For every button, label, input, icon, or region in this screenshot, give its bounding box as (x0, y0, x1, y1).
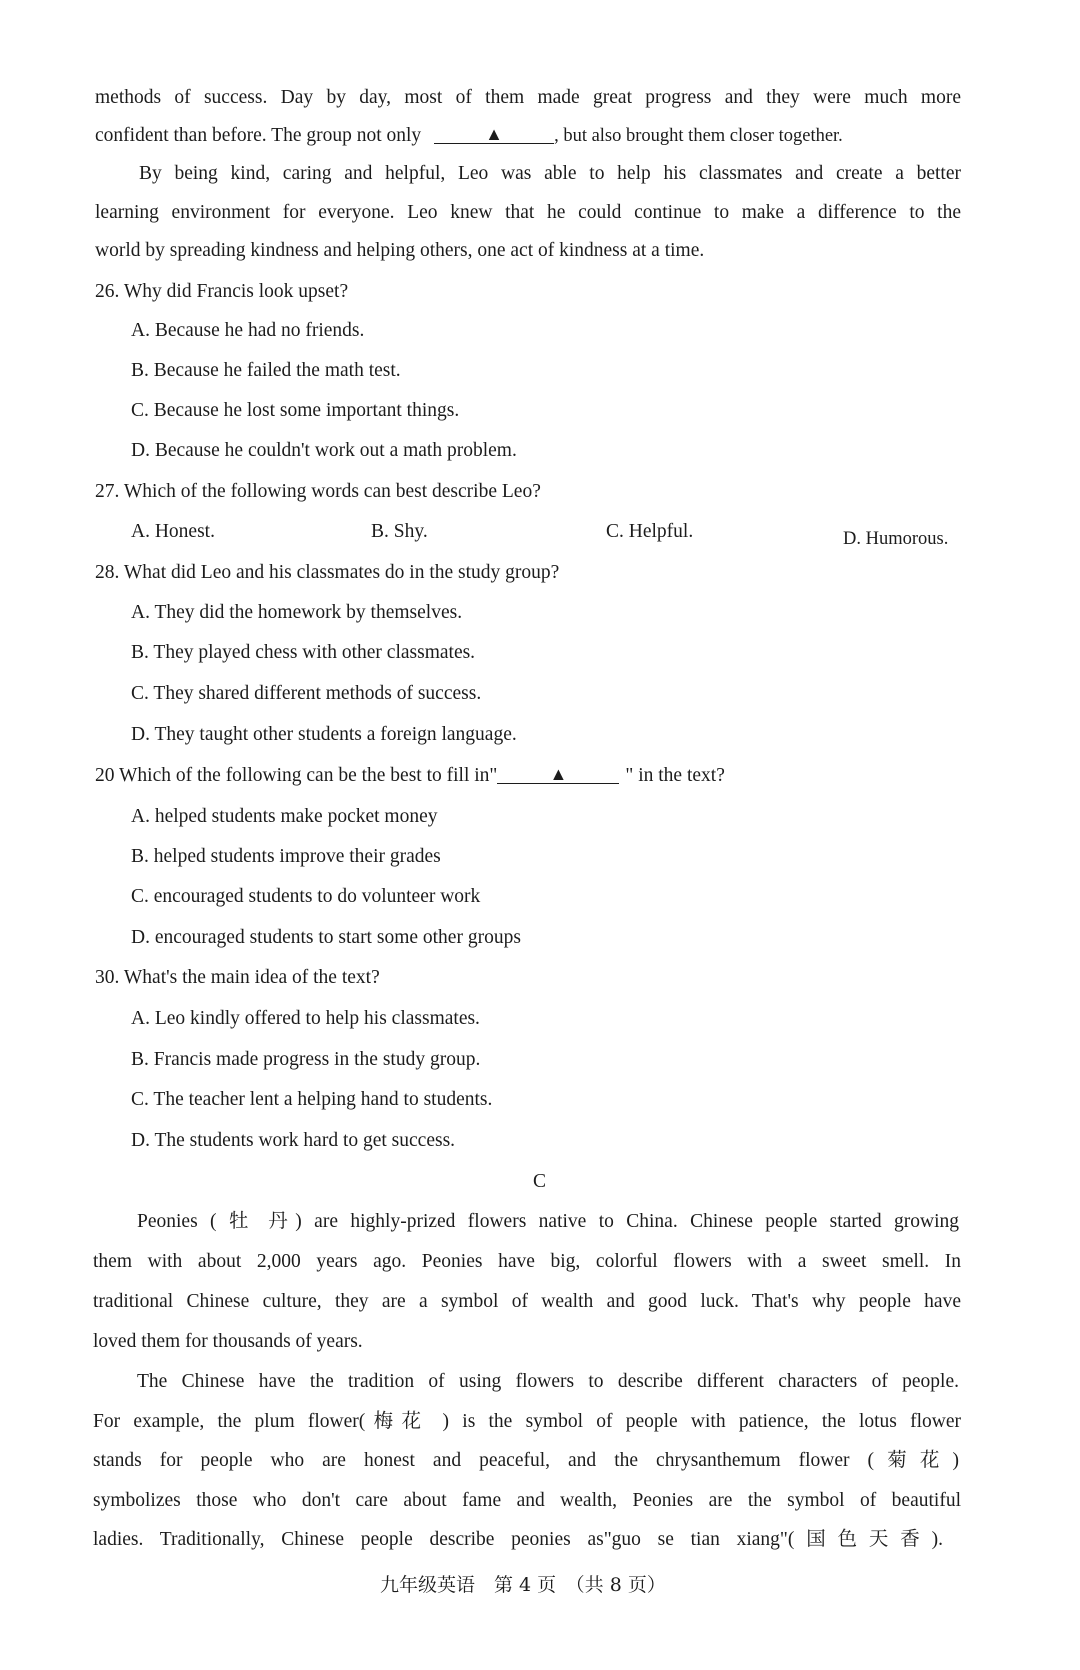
passage-text: , but also brought them closer together. (554, 126, 843, 146)
passage-line: symbolizes those who don't care about fame and wealth, Peonies are the symbol of beautiful (93, 1490, 961, 1511)
question-text: 20 Which of the following can be the best to fill in" (95, 765, 498, 786)
answer-blank (497, 765, 619, 784)
option: A. They did the homework by themselves. (131, 602, 463, 623)
option: B. Francis made progress in the study group. (131, 1049, 481, 1070)
option: B. Shy. (371, 521, 428, 542)
passage-line: learning environment for everyone. Leo knew that he could continue to make a difference to the (95, 202, 961, 223)
passage-line: them with about 2,000 years ago. Peonies have big, colorful flowers with a sweet smell. In (93, 1251, 961, 1272)
option: C. Because he lost some important things. (131, 400, 460, 421)
option: D. The students work hard to get success. (131, 1130, 456, 1151)
option: D. Humorous. (843, 529, 949, 549)
passage-line: loved them for thousands of years. (93, 1331, 363, 1352)
question-text: " in the text? (625, 765, 725, 786)
option: C. They shared different methods of success. (131, 683, 482, 704)
option: D. They taught other students a foreign language. (131, 724, 517, 745)
section-heading: C (533, 1171, 547, 1192)
option: D. Because he couldn't work out a math problem. (131, 440, 517, 461)
option: B. helped students improve their grades (131, 846, 441, 867)
answer-blank (434, 125, 554, 144)
triangle-icon: ▲ (485, 124, 503, 144)
option: A. Leo kindly offered to help his classmates. (131, 1008, 480, 1029)
passage-line: By being kind, caring and helpful, Leo was able to help his classmates and create a better (139, 163, 961, 184)
passage-text: confident than before. The group not only (95, 125, 422, 146)
option: B. Because he failed the math test. (131, 360, 401, 381)
option: B. They played chess with other classmates. (131, 642, 476, 663)
passage-line: traditional Chinese culture, they are a symbol of wealth and good luck. That's why people have (93, 1291, 961, 1312)
option: C. encouraged students to do volunteer work (131, 886, 481, 907)
passage-line: For example, the plum flower(梅花 ) is the symbol of people with patience, the lotus flower (93, 1411, 961, 1432)
question-stem: 30. What's the main idea of the text? (95, 967, 380, 988)
passage-line-with-blank (95, 126, 843, 146)
option: A. Honest. (131, 521, 215, 542)
passage-line: The Chinese have the tradition of using flowers to describe different characters of people. (137, 1371, 959, 1392)
passage-line: stands for people who are honest and peaceful, and the chrysanthemum flower (菊花) (93, 1450, 959, 1471)
passage-line: ladies. Traditionally, Chinese people describe peonies as"guo se tian xiang"(国色天香). (93, 1529, 943, 1550)
question-stem: 27. Which of the following words can best describe Leo? (95, 481, 541, 502)
option: D. encouraged students to start some other groups (131, 927, 521, 948)
option: C. Helpful. (606, 521, 694, 542)
question-stem: 28. What did Leo and his classmates do in the study group? (95, 562, 560, 583)
option: A. helped students make pocket money (131, 806, 438, 827)
triangle-icon: ▲ (549, 764, 568, 784)
option: A. Because he had no friends. (131, 320, 365, 341)
option: C. The teacher lent a helping hand to students. (131, 1089, 493, 1110)
passage-line: methods of success. Day by day, most of them made great progress and they were much more (95, 87, 961, 108)
question-stem-with-blank (95, 766, 725, 786)
question-stem: 26. Why did Francis look upset? (95, 281, 349, 302)
passage-line: world by spreading kindness and helping others, one act of kindness at a time. (95, 240, 705, 261)
passage-line: Peonies ( 牡 丹) are highly-prized flowers native to China. Chinese people started growing (137, 1211, 959, 1232)
page-footer: 九年级英语 第 4 页 （共 8 页） (380, 1574, 666, 1596)
